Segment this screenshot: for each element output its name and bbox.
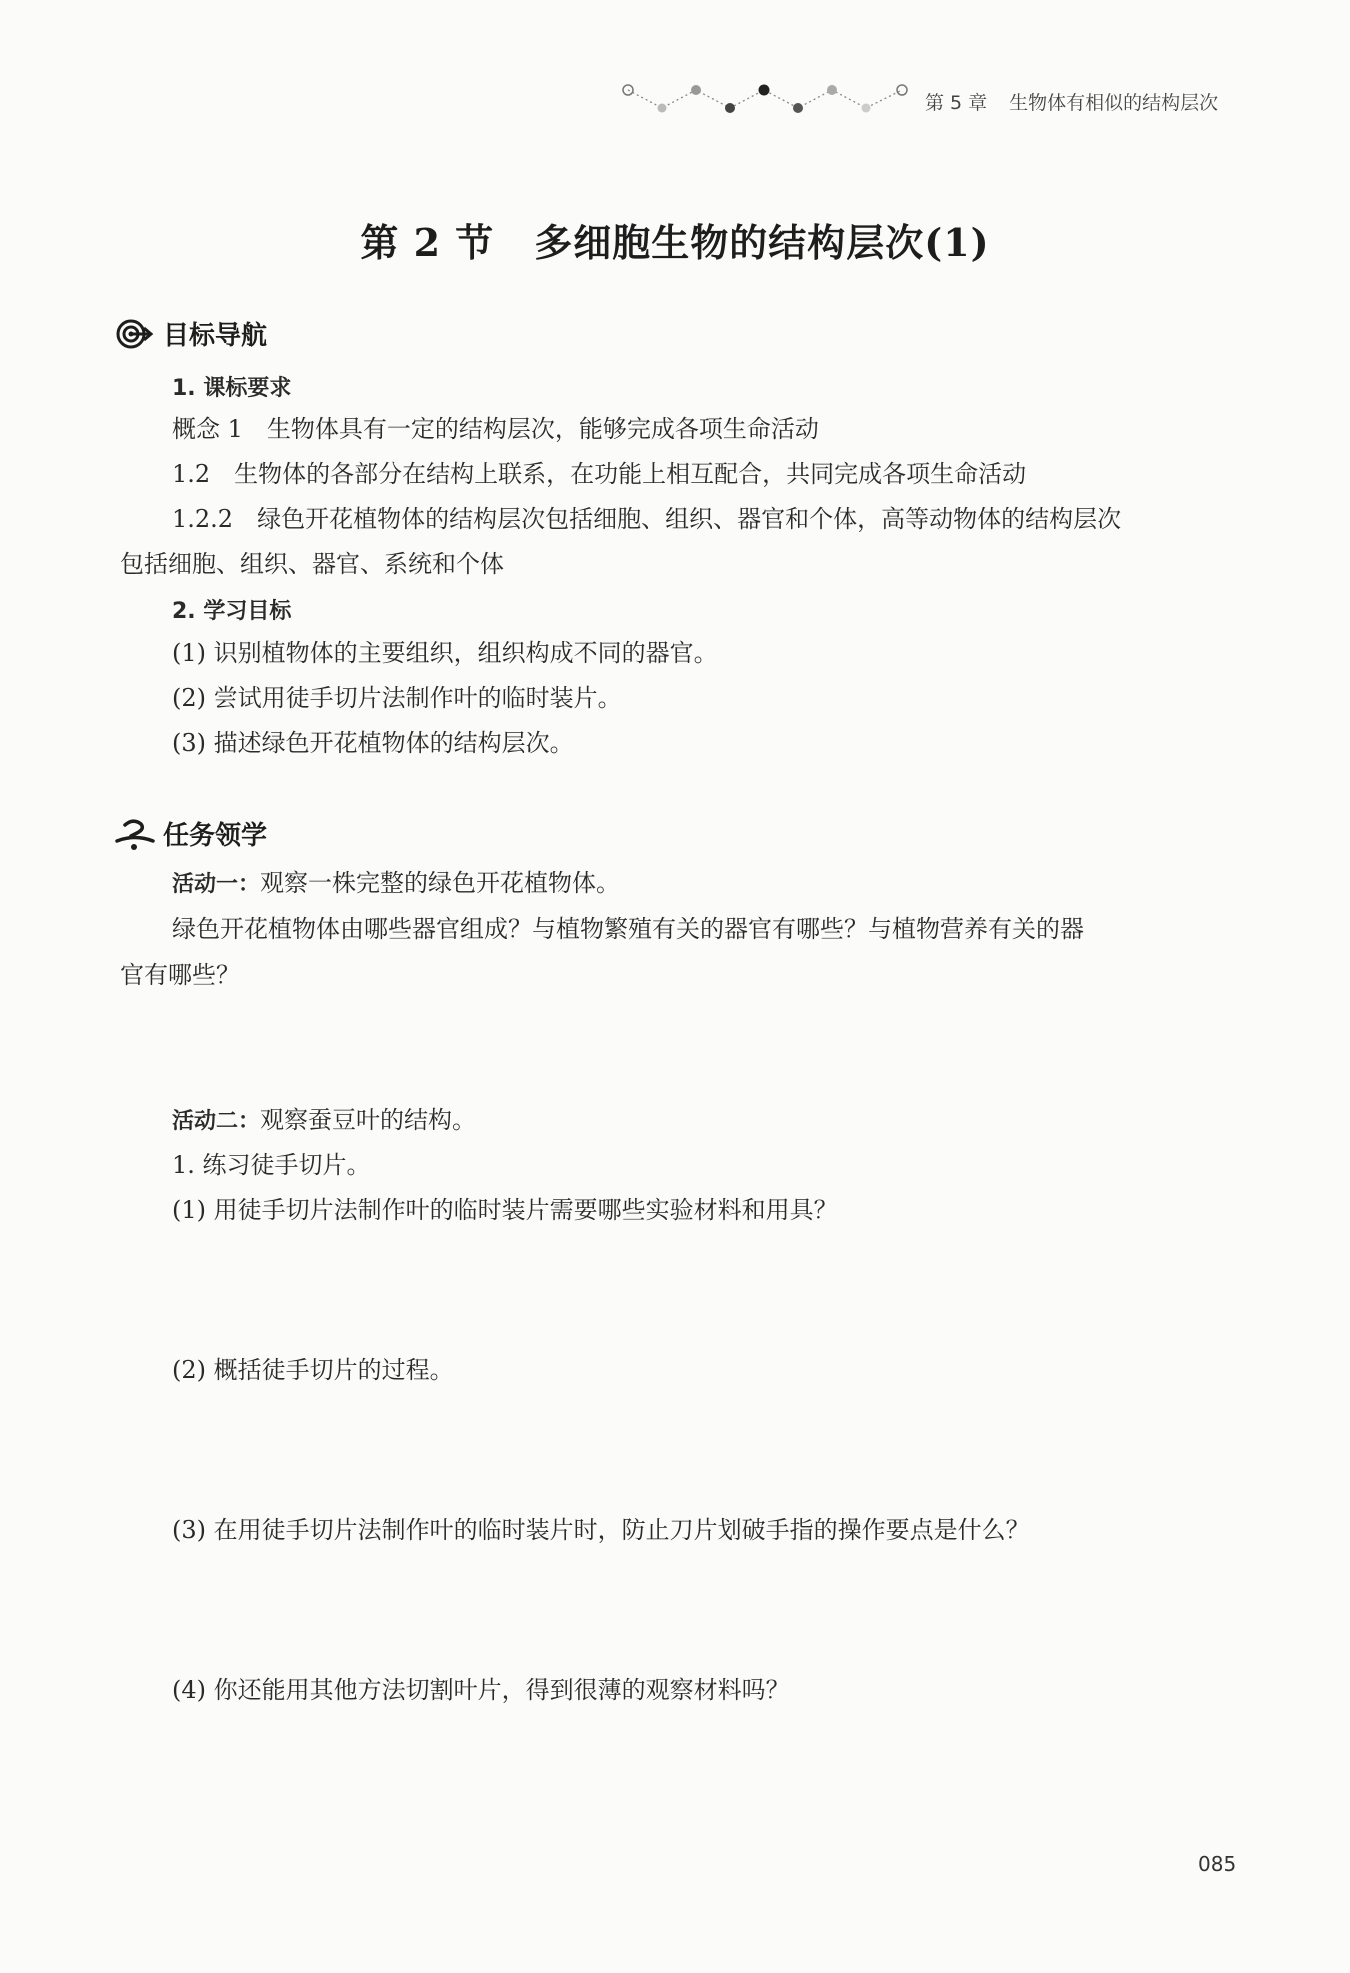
activity-1 [172,868,620,900]
target-arrow-icon [115,317,155,351]
objectives-label: 2. 学习目标 [172,599,292,624]
header-bead-ornament [620,80,910,116]
chapter-number: 第 5 章 [925,92,988,114]
objective-item: (2) 尝试用徒手切片法制作叶的临时装片。 [172,684,622,712]
activity-2-text: 观察蚕豆叶的结构。 [260,1106,477,1134]
goal-nav-title: 目标导航 [163,321,268,351]
question-item: (3) 在用徒手切片法制作叶的临时装片时，防止刀片划破手指的操作要点是什么？ [172,1516,1030,1544]
chapter-title: 生物体有相似的结构层次 [1009,92,1219,114]
section-name: 多细胞生物的结构层次(1) [534,220,990,265]
standard-1-2: 1.2 生物体的各部分在结构上联系，在功能上相互配合，共同完成各项生命活动 [172,460,1027,488]
page-title [0,212,1350,267]
task-study-title: 任务领学 [163,821,268,851]
question-item: (1) 用徒手切片法制作叶的临时装片需要哪些实验材料和用具？ [172,1196,838,1224]
activity-1-question-line-2: 官有哪些？ [120,961,240,989]
question-item: (2) 概括徒手切片的过程。 [172,1356,454,1384]
standard-1-2-2-line-2: 包括细胞、组织、器官、系统和个体 [120,550,504,578]
task-study-heading [115,815,267,852]
question-item: (4) 你还能用其他方法切割叶片，得到很薄的观察材料吗？ [172,1676,790,1704]
activity-2 [172,1105,476,1137]
guide-figure-icon [115,817,155,851]
goal-nav-heading [115,315,267,352]
concept-line: 概念 1 生物体具有一定的结构层次，能够完成各项生命活动 [172,415,819,443]
standard-label: 1. 课标要求 [172,376,292,401]
standard-1-2-2-line-1: 1.2.2 绿色开花植物体的结构层次包括细胞、组织、器官和个体，高等动物体的结构层次 [172,505,1122,533]
section-number: 第 2 节 [360,220,495,265]
activity-2-label: 活动二： [172,1109,261,1134]
activity-1-label: 活动一： [172,872,261,897]
objective-item: (1) 识别植物体的主要组织，组织构成不同的器官。 [172,639,718,667]
running-header [925,88,1218,115]
practice-label: 1. 练习徒手切片。 [172,1151,371,1179]
activity-1-question-line-1: 绿色开花植物体由哪些器官组成？与植物繁殖有关的器官有哪些？与植物营养有关的器 [172,915,1084,943]
page-number: 085 [1198,1852,1237,1876]
activity-1-text: 观察一株完整的绿色开花植物体。 [260,869,621,897]
objective-item: (3) 描述绿色开花植物体的结构层次。 [172,729,574,757]
